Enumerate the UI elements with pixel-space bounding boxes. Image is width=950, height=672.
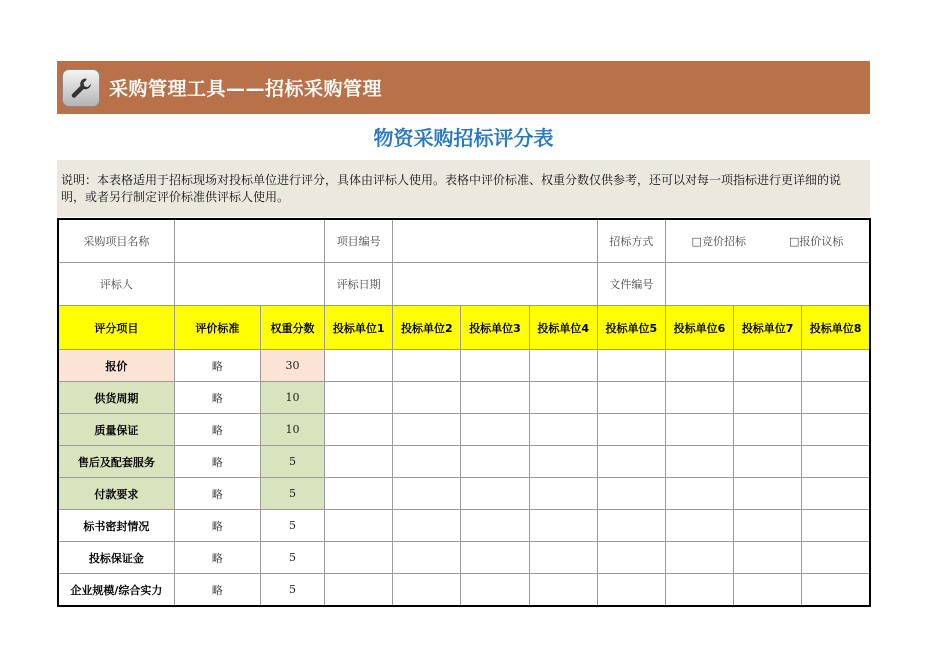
bidder-2-score-cell[interactable] (393, 542, 461, 574)
bidder-6-score-cell[interactable] (665, 542, 733, 574)
score-item-cell: 报价 (58, 350, 174, 382)
bidder-4-score-cell[interactable] (529, 382, 597, 414)
bidder-8-score-cell[interactable] (802, 478, 870, 510)
col-header: 权重分数 (260, 306, 324, 350)
wrench-icon (62, 69, 100, 107)
bidder-2-score-cell[interactable] (393, 382, 461, 414)
bidder-7-score-cell[interactable] (734, 574, 802, 607)
score-item-cell: 付款要求 (58, 478, 174, 510)
score-item-cell: 标书密封情况 (58, 510, 174, 542)
bidder-8-score-cell[interactable] (802, 414, 870, 446)
bidder-3-score-cell[interactable] (461, 446, 529, 478)
col-header: 投标单位5 (597, 306, 665, 350)
score-item-cell: 售后及配套服务 (58, 446, 174, 478)
competitive-bid-checkbox[interactable]: □竞价招标 (691, 235, 746, 248)
bidder-4-score-cell[interactable] (529, 350, 597, 382)
standard-cell: 略 (174, 414, 260, 446)
col-header: 投标单位1 (325, 306, 393, 350)
document-title: 物资采购招标评分表 (373, 126, 554, 150)
weight-cell: 5 (260, 574, 324, 607)
standard-cell: 略 (174, 510, 260, 542)
bidder-6-score-cell[interactable] (665, 478, 733, 510)
col-header: 投标单位6 (665, 306, 733, 350)
bidder-3-score-cell[interactable] (461, 414, 529, 446)
bidder-3-score-cell[interactable] (461, 542, 529, 574)
bidder-7-score-cell[interactable] (734, 446, 802, 478)
col-header: 投标单位4 (529, 306, 597, 350)
description-note: 说明：本表格适用于招标现场对投标单位进行评分，具体由评标人使用。表格中评价标准、权重分数仅供参考，还可以对每一项指标进行更详细的说明，或者另行制定评价标准供评标人使用。 (57, 160, 870, 217)
col-header: 评分项目 (58, 306, 174, 350)
bidder-6-score-cell[interactable] (665, 414, 733, 446)
col-header: 投标单位2 (393, 306, 461, 350)
info-row-1 (58, 219, 870, 263)
standard-cell: 略 (174, 446, 260, 478)
standard-cell: 略 (174, 478, 260, 510)
bidder-7-score-cell[interactable] (734, 478, 802, 510)
bidder-1-score-cell[interactable] (325, 478, 393, 510)
bidder-8-score-cell[interactable] (802, 542, 870, 574)
weight-cell: 5 (260, 446, 324, 478)
bidder-1-score-cell[interactable] (325, 382, 393, 414)
bidder-1-score-cell[interactable] (325, 574, 393, 607)
score-item-cell: 企业规模/综合实力 (58, 574, 174, 607)
table-row (58, 414, 870, 446)
bidder-5-score-cell[interactable] (597, 382, 665, 414)
bidder-5-score-cell[interactable] (597, 574, 665, 607)
weight-cell: 5 (260, 478, 324, 510)
bidder-4-score-cell[interactable] (529, 414, 597, 446)
bidder-1-score-cell[interactable] (325, 414, 393, 446)
score-item-cell: 供货周期 (58, 382, 174, 414)
table-row (58, 446, 870, 478)
bidder-2-score-cell[interactable] (393, 574, 461, 607)
bidder-5-score-cell[interactable] (597, 542, 665, 574)
evaluator-label: 评标人 (58, 263, 174, 306)
bidder-6-score-cell[interactable] (665, 574, 733, 607)
bid-method-options (665, 219, 870, 263)
header-title: 采购管理工具——招标采购管理 (109, 78, 383, 100)
evaluator-field[interactable] (174, 263, 324, 306)
bidder-3-score-cell[interactable] (461, 478, 529, 510)
project-no-field[interactable] (393, 219, 597, 263)
bidder-5-score-cell[interactable] (597, 510, 665, 542)
project-name-field[interactable] (174, 219, 324, 263)
bidder-4-score-cell[interactable] (529, 542, 597, 574)
table-row (58, 510, 870, 542)
standard-cell: 略 (174, 574, 260, 607)
weight-cell: 10 (260, 382, 324, 414)
bidder-2-score-cell[interactable] (393, 414, 461, 446)
bidder-4-score-cell[interactable] (529, 446, 597, 478)
column-header-row (58, 306, 870, 350)
bidder-7-score-cell[interactable] (734, 382, 802, 414)
bidder-5-score-cell[interactable] (597, 446, 665, 478)
table-row (58, 478, 870, 510)
standard-cell: 略 (174, 350, 260, 382)
bidder-5-score-cell[interactable] (597, 478, 665, 510)
col-header: 投标单位7 (734, 306, 802, 350)
col-header: 投标单位8 (802, 306, 870, 350)
bidder-7-score-cell[interactable] (734, 350, 802, 382)
table-row (58, 382, 870, 414)
weight-cell: 30 (260, 350, 324, 382)
bidder-2-score-cell[interactable] (393, 478, 461, 510)
bidder-8-score-cell[interactable] (802, 574, 870, 607)
col-header: 投标单位3 (461, 306, 529, 350)
score-item-cell: 投标保证金 (58, 542, 174, 574)
bidder-1-score-cell[interactable] (325, 350, 393, 382)
bidder-7-score-cell[interactable] (734, 510, 802, 542)
info-row-2 (58, 263, 870, 306)
bidder-3-score-cell[interactable] (461, 510, 529, 542)
bidder-6-score-cell[interactable] (665, 350, 733, 382)
bidder-8-score-cell[interactable] (802, 510, 870, 542)
bidder-7-score-cell[interactable] (734, 542, 802, 574)
table-row (58, 542, 870, 574)
bidder-8-score-cell[interactable] (802, 446, 870, 478)
standard-cell: 略 (174, 382, 260, 414)
project-name-label: 采购项目名称 (58, 219, 174, 263)
bidder-1-score-cell[interactable] (325, 446, 393, 478)
bidder-6-score-cell[interactable] (665, 510, 733, 542)
bidder-8-score-cell[interactable] (802, 350, 870, 382)
table-row (58, 350, 870, 382)
header-banner (57, 61, 870, 114)
weight-cell: 5 (260, 542, 324, 574)
standard-cell: 略 (174, 542, 260, 574)
bidder-5-score-cell[interactable] (597, 350, 665, 382)
score-table (57, 218, 871, 607)
bidder-5-score-cell[interactable] (597, 414, 665, 446)
bidder-7-score-cell[interactable] (734, 414, 802, 446)
bidder-3-score-cell[interactable] (461, 574, 529, 607)
score-item-cell: 质量保证 (58, 414, 174, 446)
bidder-2-score-cell[interactable] (393, 510, 461, 542)
eval-date-label: 评标日期 (325, 263, 393, 306)
weight-cell: 10 (260, 414, 324, 446)
col-header: 评价标准 (174, 306, 260, 350)
bidder-1-score-cell[interactable] (325, 542, 393, 574)
table-row (58, 574, 870, 607)
bidder-6-score-cell[interactable] (665, 446, 733, 478)
bidder-3-score-cell[interactable] (461, 350, 529, 382)
file-no-label: 文件编号 (597, 263, 665, 306)
bidder-3-score-cell[interactable] (461, 382, 529, 414)
bidder-4-score-cell[interactable] (529, 510, 597, 542)
bidder-6-score-cell[interactable] (665, 382, 733, 414)
eval-date-field[interactable] (393, 263, 597, 306)
score-rows (58, 350, 870, 607)
bidder-8-score-cell[interactable] (802, 382, 870, 414)
project-no-label: 项目编号 (325, 219, 393, 263)
file-no-field[interactable] (665, 263, 870, 306)
weight-cell: 5 (260, 510, 324, 542)
negotiated-bid-checkbox[interactable]: □报价议标 (788, 235, 844, 248)
bidder-2-score-cell[interactable] (393, 350, 461, 382)
bidder-1-score-cell[interactable] (325, 510, 393, 542)
bidder-4-score-cell[interactable] (529, 574, 597, 607)
bid-method-label: 招标方式 (597, 219, 665, 263)
bidder-4-score-cell[interactable] (529, 478, 597, 510)
bidder-2-score-cell[interactable] (393, 446, 461, 478)
